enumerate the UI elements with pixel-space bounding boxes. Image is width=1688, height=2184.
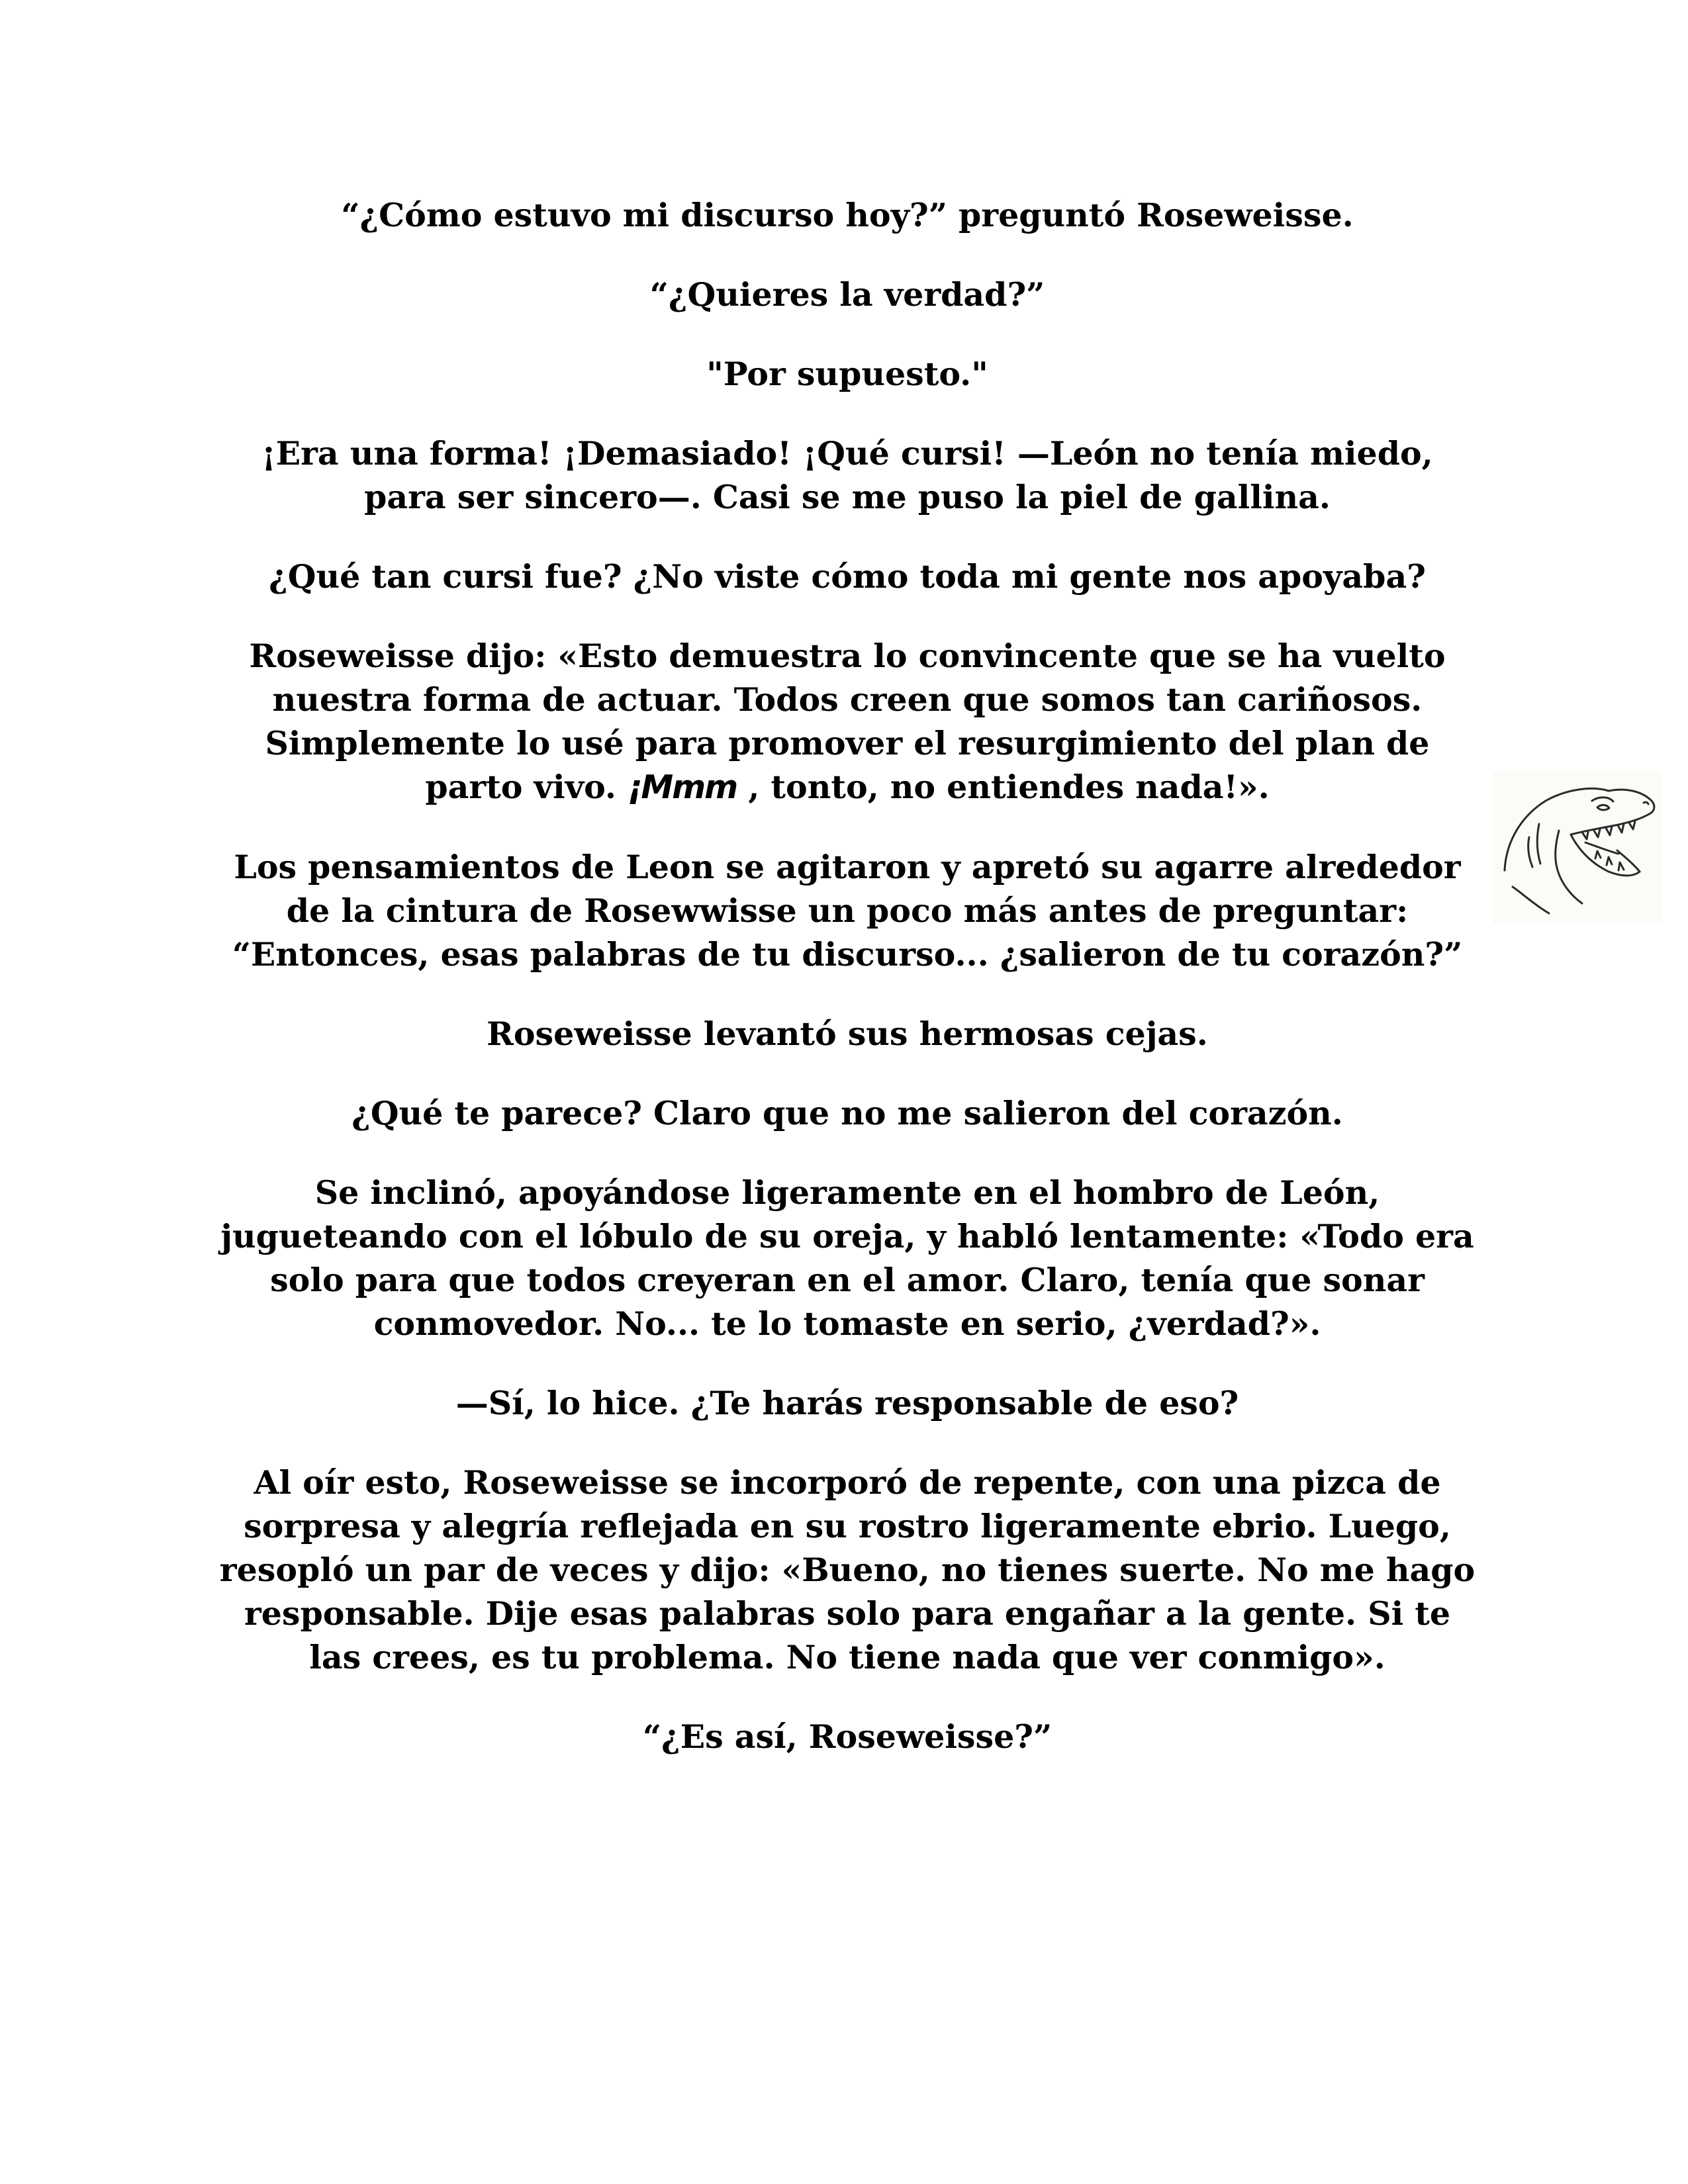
- paragraph-6: [218, 634, 1476, 809]
- paragraph-6-after: , tonto, no entiendes nada!».: [737, 768, 1270, 806]
- paragraph-4: ¡Era una forma! ¡Demasiado! ¡Qué cursi! —León no tenía miedo, para ser sincero—. Casi se me puso la piel de gallina.: [261, 434, 1433, 516]
- story-text: [218, 193, 1476, 1794]
- paragraph-1: “¿Cómo estuvo mi discurso hoy?” preguntó Roseweisse.: [341, 196, 1354, 234]
- paragraph-13: “¿Es así, Roseweisse?”: [642, 1717, 1053, 1756]
- paragraph-8: Roseweisse levantó sus hermosas cejas.: [487, 1015, 1208, 1053]
- dinosaur-head-sketch-icon: [1493, 771, 1662, 923]
- paragraph-6-emphasis: ¡Mmm: [628, 768, 737, 806]
- paragraph-10: Se inclinó, apoyándose ligeramente en el hombro de León, jugueteando con el lóbulo de su oreja, y habló lentamente: «Todo era solo para que todos creyeran en el amor. Claro, tenía que sonar conmovedor. No... te lo tomaste en serio, ¿verdad?».: [220, 1173, 1474, 1343]
- paragraph-3: "Por supuesto.": [706, 355, 988, 393]
- paragraph-9: ¿Qué te parece? Claro que no me salieron del corazón.: [352, 1094, 1343, 1132]
- paragraph-7: Los pensamientos de Leon se agitaron y apretó su agarre alrededor de la cintura de Rosewwisse un poco más antes de preguntar: “Entonces, esas palabras de tu discurso... ¿salieron de tu corazón?”: [232, 848, 1463, 974]
- paragraph-6-before: Roseweisse dijo: «Esto demuestra lo convincente que se ha vuelto nuestra forma de actuar. Todos creen que somos tan cariñosos. Simplemente lo usé para promover el resurgimiento del plan de parto vivo.: [249, 637, 1446, 806]
- paragraph-12: Al oír esto, Roseweisse se incorporó de repente, con una pizca de sorpresa y alegría reflejada en su rostro ligeramente ebrio. Luego, resopló un par de veces y dijo: «Bueno, no tienes suerte. No me hago responsable. Dije esas palabras solo para engañar a la gente. Si te las crees, es tu problema. No tiene nada que ver conmigo».: [219, 1463, 1476, 1676]
- paragraph-2: “¿Quieres la verdad?”: [649, 275, 1045, 314]
- paragraph-11: —Sí, lo hice. ¿Te harás responsable de eso?: [455, 1384, 1239, 1422]
- paragraph-5: ¿Qué tan cursi fue? ¿No viste cómo toda mi gente nos apoyaba?: [269, 557, 1426, 596]
